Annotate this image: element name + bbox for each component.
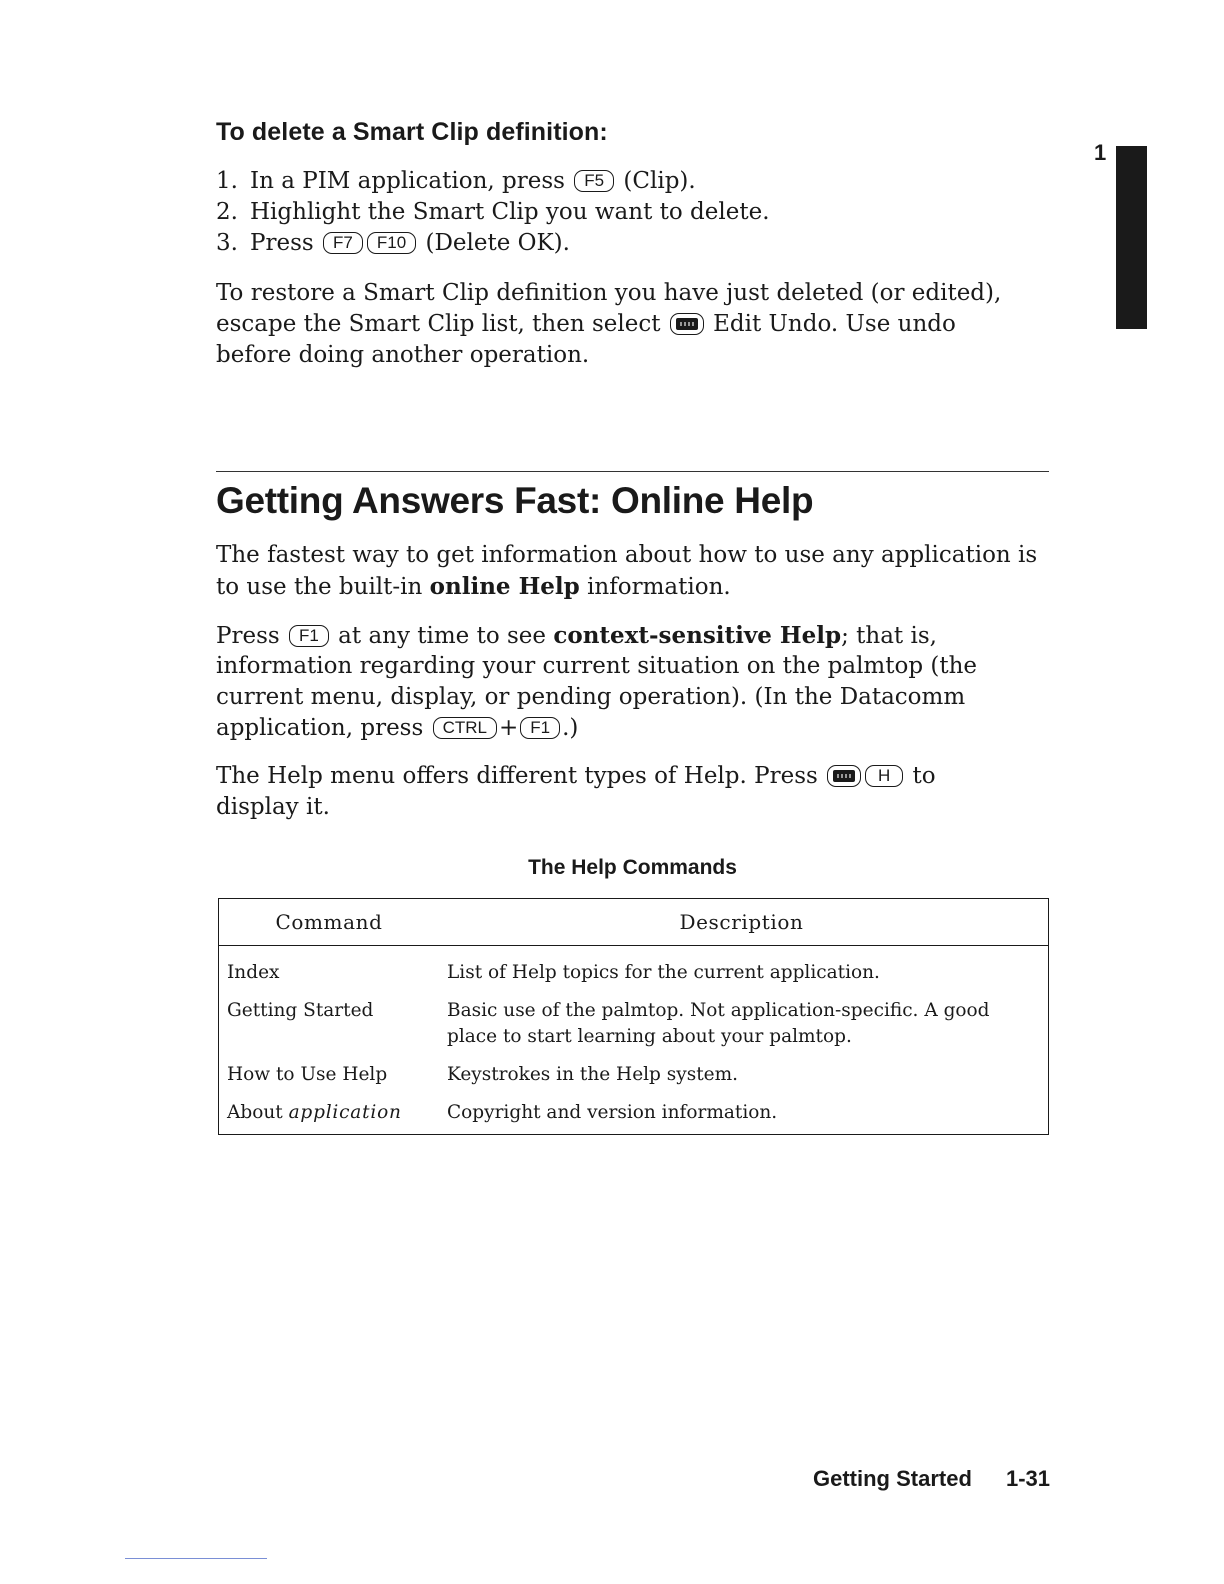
- f1-key-icon: F1: [289, 625, 329, 647]
- description-cell: Copyright and version information.: [447, 1102, 778, 1123]
- command-cell: Index: [227, 962, 280, 983]
- f7-key-icon: F7: [323, 232, 363, 254]
- ctrl-key-icon: CTRL: [433, 717, 497, 739]
- online-help-term: online Help: [429, 573, 580, 600]
- list-item: 3. Press F7 F10 (Delete OK).: [216, 230, 570, 256]
- table-row: [219, 986, 1049, 1050]
- description-cell: Keystrokes in the Help system.: [447, 1064, 739, 1085]
- menu-key-icon: [670, 313, 704, 335]
- chapter-number: 1: [1094, 140, 1107, 165]
- f1-key-icon: F1: [520, 717, 560, 739]
- scan-edge-line: [125, 1558, 267, 1559]
- help-commands-table: [218, 898, 1049, 1135]
- delete-steps-list: [216, 166, 770, 259]
- list-item: 2. Highlight the Smart Clip you want to delete.: [216, 199, 770, 225]
- menu-key-icon: [827, 765, 861, 787]
- footer-chapter-title: Getting Started: [813, 1466, 972, 1491]
- table-caption: The Help Commands: [528, 856, 737, 879]
- intro-paragraph: The fastest way to get information about how to use any application is to use the built-in online Help information.: [216, 542, 1038, 600]
- table-row: [219, 946, 1049, 987]
- context-sensitive-help-term: context-sensitive Help: [553, 622, 842, 649]
- table-header-row: [219, 899, 1049, 946]
- command-cell: Getting Started: [227, 1000, 374, 1021]
- table-row: [219, 1050, 1049, 1088]
- restore-paragraph: To restore a Smart Clip definition you have just deleted (or edited), escape the Smart Clip list, then select Edit Undo. Use undo before doing another operation.: [216, 280, 1002, 368]
- description-cell: Basic use of the palmtop. Not application-specific. A good place to start learning about your palmtop.: [447, 1000, 990, 1047]
- section-divider: [216, 471, 1049, 472]
- column-header-description: Description: [435, 899, 1049, 946]
- h-key-icon: H: [865, 765, 903, 787]
- f5-key-icon: F5: [574, 170, 614, 192]
- command-cell: About application: [227, 1102, 402, 1123]
- list-item: 1. In a PIM application, press F5 (Clip).: [216, 168, 696, 194]
- help-menu-paragraph: The Help menu offers different types of Help. Press H to display it.: [216, 763, 936, 820]
- footer-page-number: 1-31: [1006, 1466, 1051, 1491]
- page-title: Getting Answers Fast: Online Help: [216, 480, 814, 521]
- chapter-tab-marker: [1116, 146, 1147, 329]
- section-heading: To delete a Smart Clip definition:: [216, 118, 608, 146]
- table-row: [219, 1088, 1049, 1135]
- context-help-paragraph: Press F1 at any time to see context-sensitive Help; that is, information regarding your current situation on the palmtop (the current menu, display, or pending operation). (In the Datacomm application, press CTRL + F1 .): [216, 622, 978, 741]
- description-cell: List of Help topics for the current application.: [447, 962, 880, 983]
- f10-key-icon: F10: [367, 232, 416, 254]
- command-cell: How to Use Help: [227, 1064, 388, 1085]
- column-header-command: Command: [219, 899, 436, 946]
